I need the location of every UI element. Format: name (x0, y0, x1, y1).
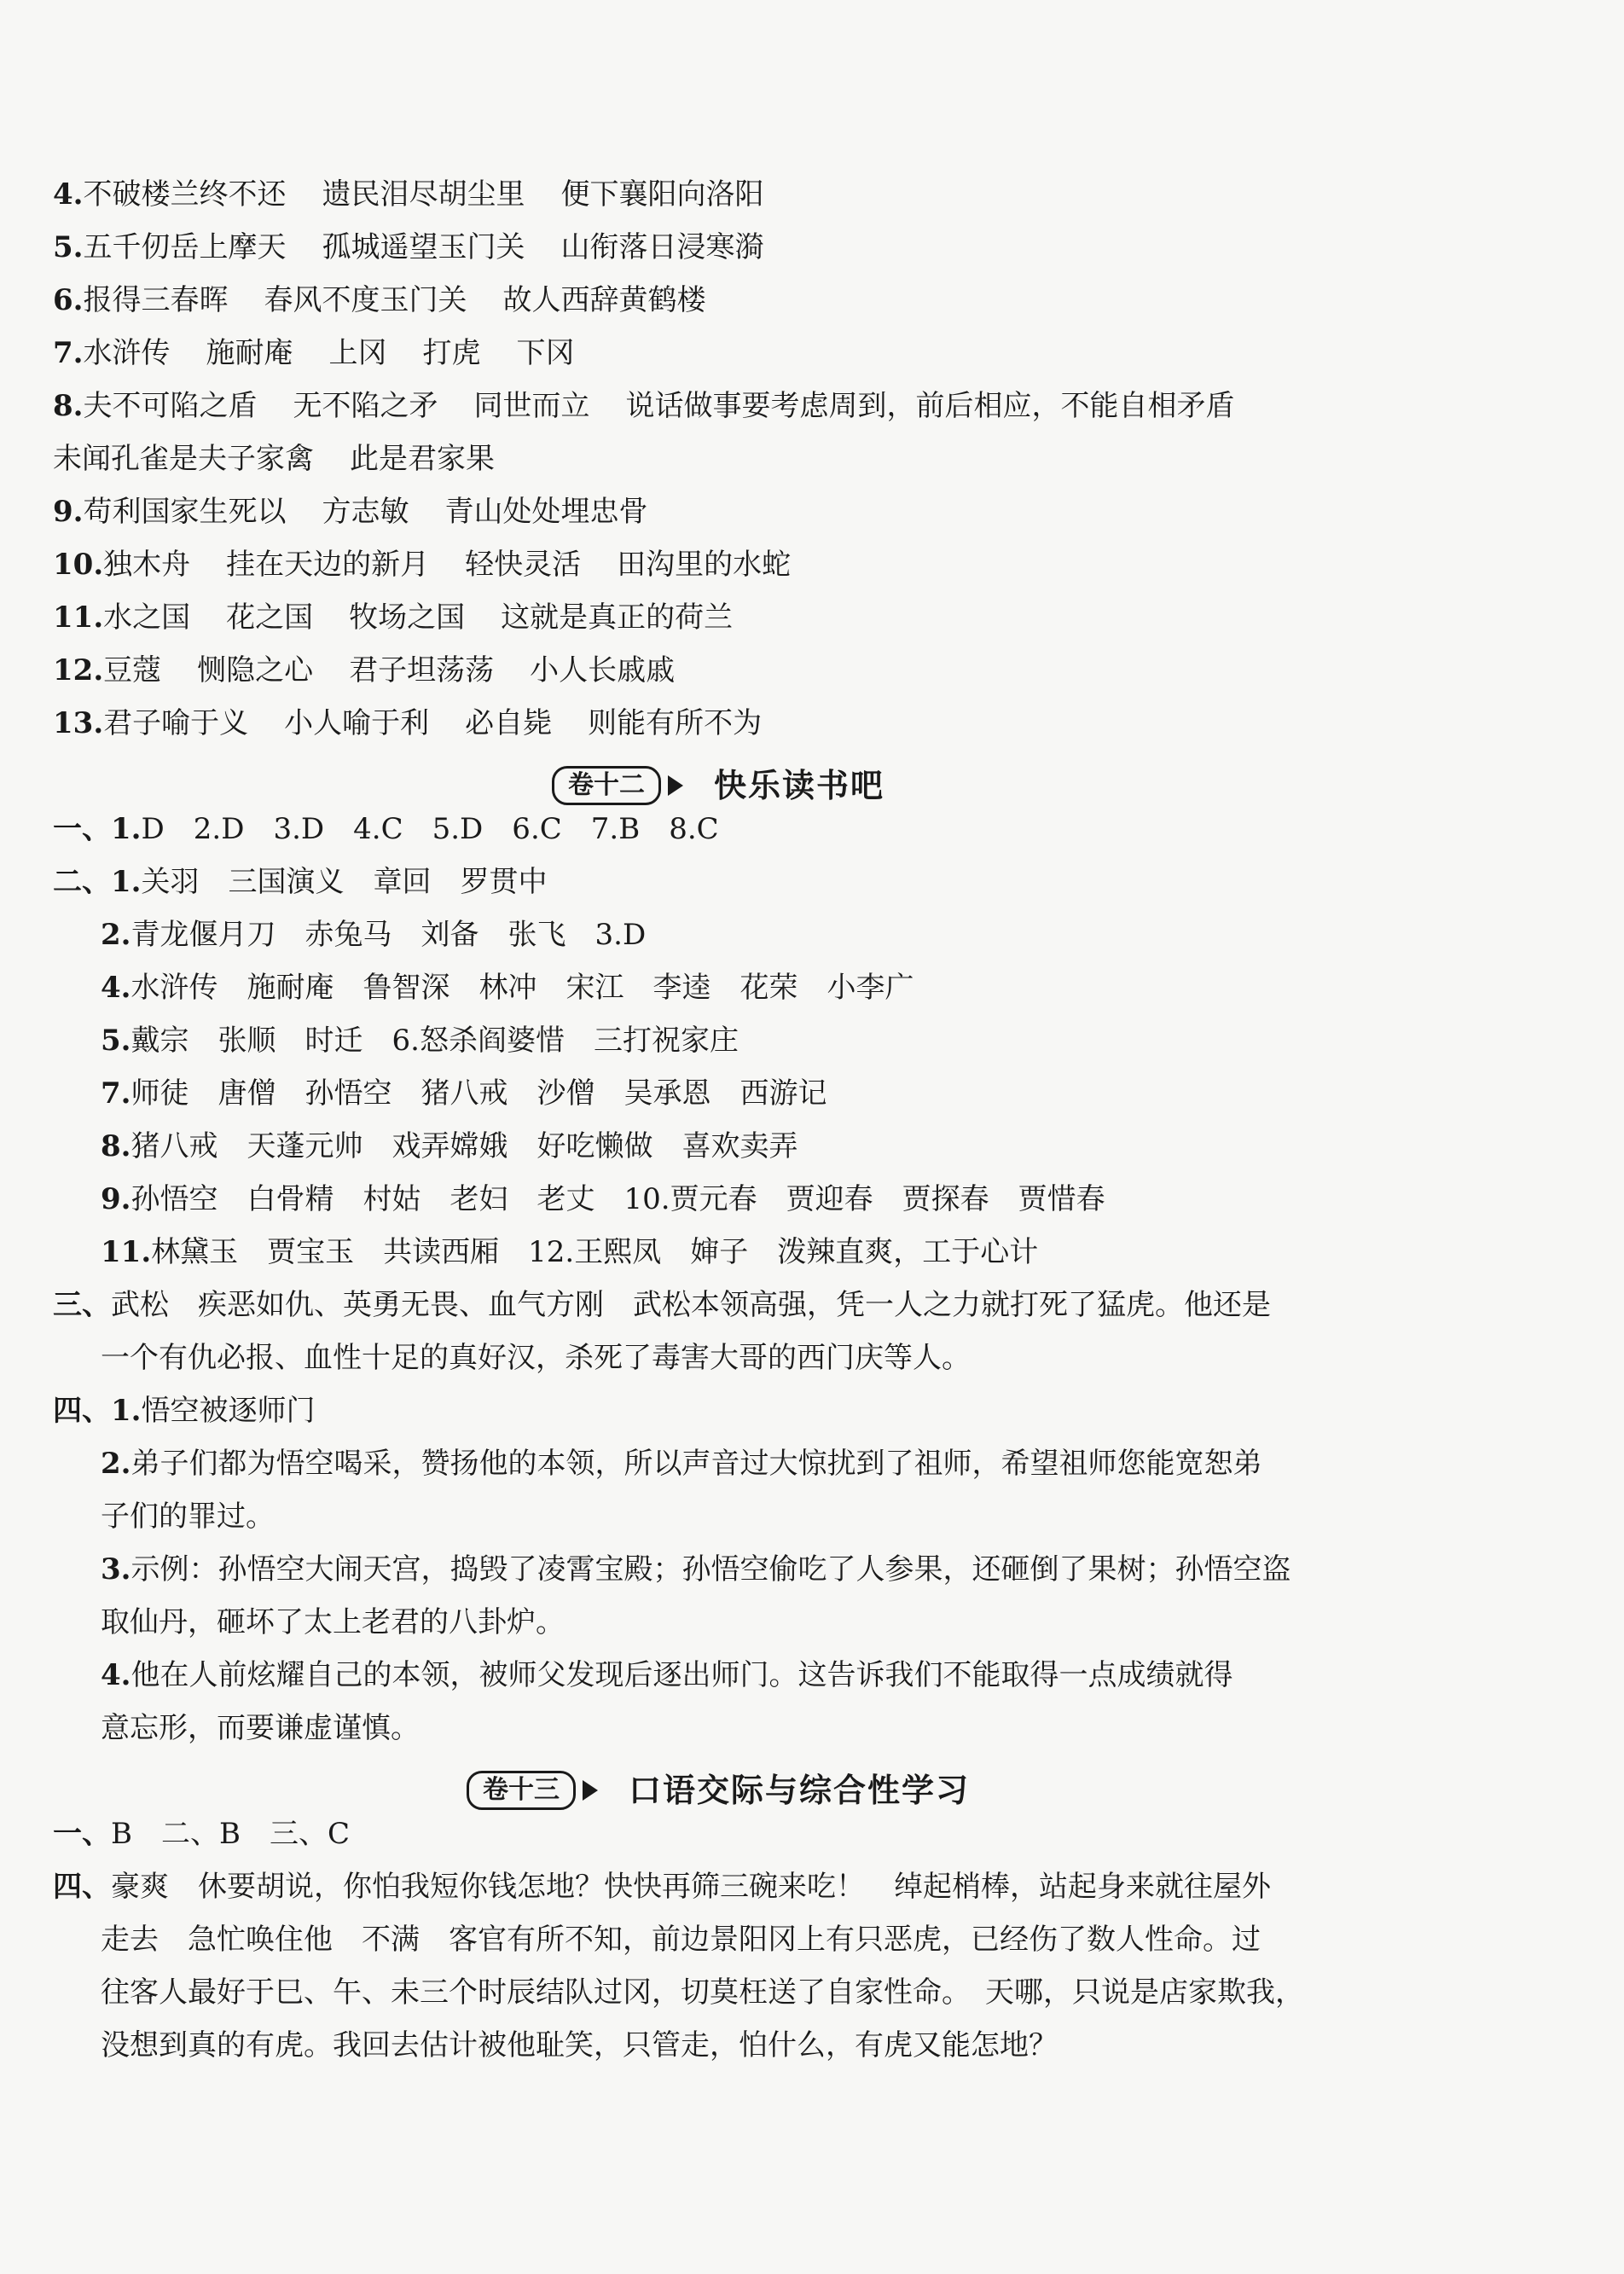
page-content (53, 177, 1383, 2081)
answer-line: 一、B 二、B 三、C (53, 1817, 350, 1851)
answer-segment: 下冈 (516, 336, 575, 370)
answer-line: 四、豪爽 休要胡说，你怕我短你钱怎地？快快再筛三碗来吃！ 绰起梢棒，站起身来就往屋外 (53, 1870, 1271, 1904)
answer-segment: 小人长戚戚 (530, 653, 676, 687)
item-number: 12. (53, 653, 104, 687)
answer-line: 4.他在人前炫耀自己的本领，被师父发现后逐出师门。这告诉我们不能取得一点成绩就得 (101, 1658, 1233, 1692)
answer-line (53, 442, 1383, 495)
answer-segment: 不破楼兰终不还 (83, 177, 287, 212)
volume-badge: 卷十二 (552, 766, 661, 805)
section-title: 口语交际与综合性学习 (628, 1772, 970, 1809)
item-number: 4. (53, 177, 84, 212)
reading-answers-section (53, 812, 1383, 1764)
answer-segment: 青山处处埋忠骨 (444, 495, 648, 529)
answer-segment: 上冈 (328, 336, 387, 370)
answer-segment: 水浒传 (83, 336, 171, 370)
answer-segment: 挂在天边的新月 (226, 548, 430, 582)
answer-segment: 山衔落日浸寒漪 (560, 230, 764, 264)
answer-line: 2.青龙偃月刀 赤兔马 刘备 张飞 3.D (101, 918, 647, 952)
answer-segment: 便下襄阳向洛阳 (560, 177, 764, 212)
item-number: 10. (53, 548, 104, 582)
answer-line (53, 548, 1383, 600)
answer-line (53, 706, 1383, 759)
section-title: 快乐读书吧 (713, 767, 884, 804)
poetry-answers-section (53, 177, 1383, 759)
answer-line: 8.猪八戒 天蓬元帅 戏弄嫦娥 好吃懒做 喜欢卖弄 (101, 1129, 798, 1163)
answer-segment: 无不陷之矛 (293, 389, 438, 423)
item-number: 11. (53, 600, 104, 635)
answer-segment: 同世而立 (473, 389, 590, 423)
answer-line (53, 653, 1383, 706)
answer-line: 没想到真的有虎。我回去估计被他耻笑，只管走，怕什么，有虎又能怎地？ (101, 2028, 1058, 2062)
answer-segment: 施耐庵 (206, 336, 293, 370)
answer-line: 2.弟子们都为悟空喝采，赞扬他的本领，所以声音过大惊扰到了祖师，希望祖师您能宽恕弟 (101, 1447, 1262, 1481)
answer-line: 走去 急忙唤住他 不满 客官有所不知，前边景阳冈上有只恶虎，已经伤了数人性命。过 (101, 1923, 1261, 1957)
answer-segment: 君子坦荡荡 (349, 653, 495, 687)
answer-line: 9.孙悟空 白骨精 村姑 老妇 老丈 10.贾元春 贾迎春 贾探春 贾惜春 (101, 1182, 1105, 1216)
answer-line: 子们的罪过。 (101, 1500, 275, 1534)
answer-segment: 春风不度玉门关 (264, 283, 467, 317)
item-number: 5. (53, 230, 84, 264)
answer-line: 一个有仇必报、血性十足的真好汉，杀死了毒害大哥的西门庆等人。 (101, 1341, 971, 1375)
answer-segment: 这就是真正的荷兰 (501, 600, 734, 635)
answer-line: 11.林黛玉 贾宝玉 共读西厢 12.王熙凤 婶子 泼辣直爽，工于心计 (101, 1235, 1039, 1269)
answer-segment: 此是君家果 (350, 442, 495, 476)
answer-segment: 苟利国家生死以 (83, 495, 287, 529)
item-number: 6. (53, 283, 84, 317)
answer-segment: 方志敏 (322, 495, 409, 529)
section-heading-12 (53, 759, 1383, 812)
answer-line (53, 177, 1383, 230)
answer-segment: 说话做事要考虑周到，前后相应，不能自相矛盾 (625, 389, 1235, 423)
answer-line: 意忘形，而要谦虚谨慎。 (101, 1711, 420, 1745)
answer-line: 四、1.悟空被逐师门 (53, 1394, 316, 1428)
answer-line: 往客人最好于巳、午、未三个时辰结队过冈，切莫枉送了自家性命。 天哪，只说是店家欺我， (101, 1975, 1304, 2010)
answer-segment: 故人西辞黄鹤楼 (502, 283, 706, 317)
answer-segment: 报得三春晖 (83, 283, 229, 317)
answer-line (53, 389, 1383, 442)
answer-line: 5.戴宗 张顺 时迁 6.怒杀阎婆惜 三打祝家庄 (101, 1024, 739, 1058)
answer-segment: 君子喻于义 (103, 706, 249, 740)
section-heading-13 (53, 1764, 1383, 1817)
answer-segment: 豆蔻 (103, 653, 162, 687)
item-number: 8. (53, 389, 84, 423)
triangle-arrow-icon (668, 775, 683, 796)
answer-segment: 夫不可陷之盾 (83, 389, 258, 423)
answer-line: 二、1.关羽 三国演义 章回 罗贯中 (53, 865, 548, 899)
answer-line (53, 600, 1383, 653)
answer-segment: 打虎 (422, 336, 481, 370)
answer-line: 一、1.D 2.D 3.D 4.C 5.D 6.C 7.B 8.C (53, 812, 719, 846)
answer-line: 3.示例：孙悟空大闹天宫，捣毁了凌霄宝殿；孙悟空偷吃了人参果，还砸倒了果树；孙悟空盗 (101, 1552, 1291, 1587)
answer-segment: 未闻孔雀是夫子家禽 (53, 442, 314, 476)
answer-segment: 独木舟 (103, 548, 191, 582)
triangle-arrow-icon (583, 1780, 598, 1801)
answer-segment: 则能有所不为 (588, 706, 763, 740)
answer-line: 7.师徒 唐僧 孙悟空 猪八戒 沙僧 吴承恩 西游记 (101, 1076, 827, 1111)
answer-segment: 花之国 (226, 600, 314, 635)
answer-segment: 田沟里的水蛇 (617, 548, 792, 582)
answer-segment: 牧场之国 (349, 600, 466, 635)
answer-segment: 遗民泪尽胡尘里 (322, 177, 525, 212)
answer-segment: 小人喻于利 (284, 706, 430, 740)
answer-segment: 五千仞岳上摩天 (83, 230, 287, 264)
answer-line: 三、武松 疾恶如仇、英勇无畏、血气方刚 武松本领高强，凭一人之力就打死了猛虎。他还是 (53, 1288, 1271, 1322)
volume-badge: 卷十三 (467, 1771, 576, 1810)
answer-line: 取仙丹，砸坏了太上老君的八卦炉。 (101, 1605, 565, 1639)
answer-line (53, 283, 1383, 336)
answer-line (53, 495, 1383, 548)
item-number: 7. (53, 336, 84, 370)
item-number: 9. (53, 495, 84, 529)
answer-line: 4.水浒传 施耐庵 鲁智深 林冲 宋江 李逵 花荣 小李广 (101, 971, 914, 1005)
answer-segment: 恻隐之心 (197, 653, 314, 687)
answer-segment: 孤城遥望玉门关 (322, 230, 525, 264)
answer-segment: 水之国 (103, 600, 191, 635)
item-number: 13. (53, 706, 104, 740)
answer-segment: 必自毙 (465, 706, 553, 740)
answer-line (53, 336, 1383, 389)
answer-line (53, 230, 1383, 283)
oral-communication-section (53, 1817, 1383, 2081)
answer-segment: 轻快灵活 (465, 548, 582, 582)
